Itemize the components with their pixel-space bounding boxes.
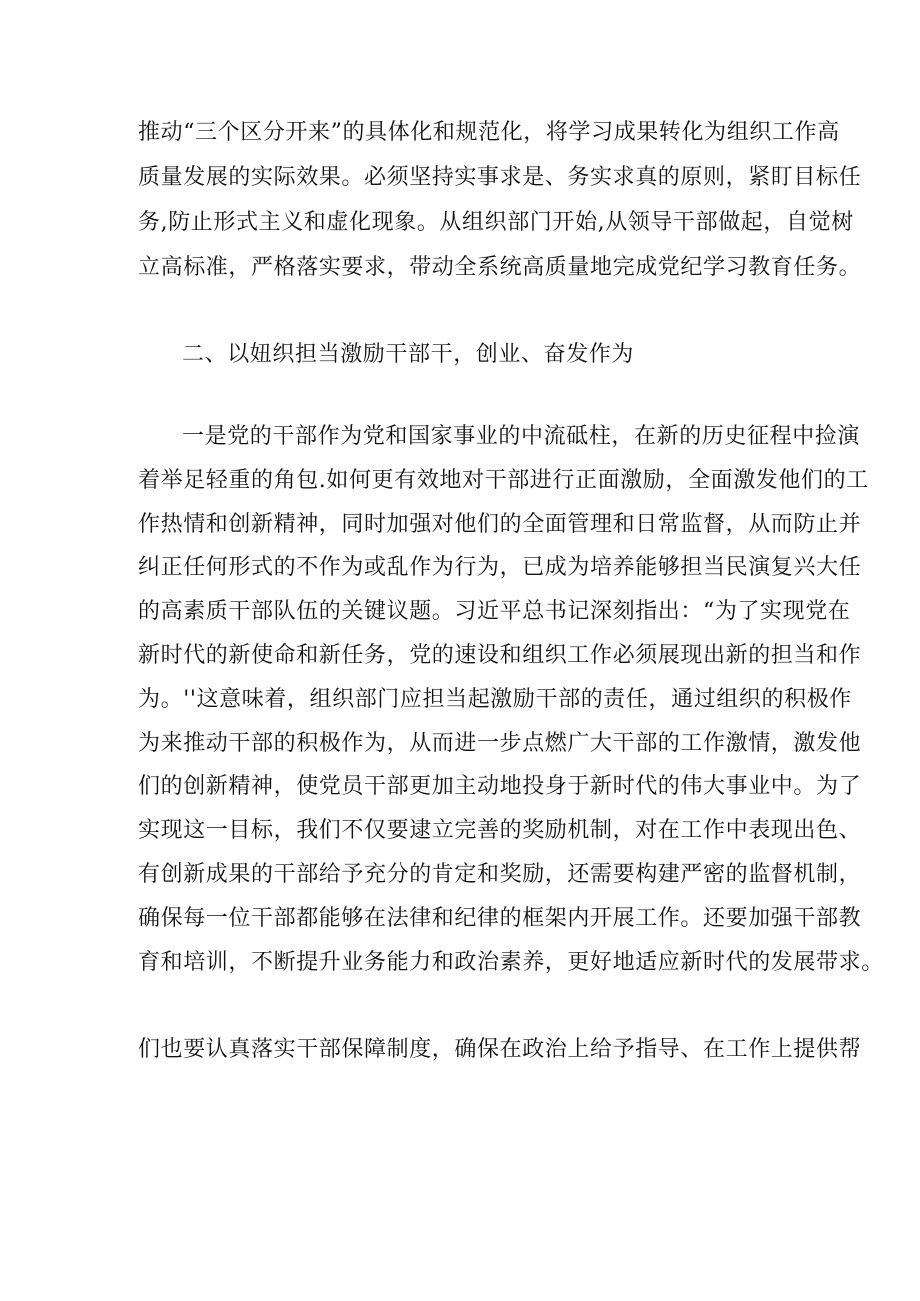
paragraph-2-line: 们的创新精神，使党员干部更加主动地投身于新时代的伟大事业中。为了 — [138, 774, 862, 799]
paragraph-2-line: 的高素质干部队伍的关键议题。习近平总书记深刻指出：“为了实现党在 — [138, 599, 851, 624]
paragraph-2-line: 有创新成果的干部给予充分的肯定和奖励，还需要构建严密的监督机制， — [138, 862, 862, 887]
paragraph-2-line: 为来推动干部的积极作为，从而进一步点燃广大干部的工作激情，激发他 — [138, 731, 862, 756]
paragraph-2-line: 一是党的干部作为党和国家事业的中流砥柱，在新的历史征程中捡演 — [182, 424, 861, 449]
paragraph-2-line: 作热情和创新精神，同时加强对他们的全面管理和日常监督，从而防止并 — [138, 512, 862, 537]
paragraph-2-line: 为。''这意味着，组织部门应担当起激励干部的责任，通过组织的积极作 — [138, 687, 852, 712]
paragraph-2-line: 纠正任何形式的不作为或乱作为行为，已成为培养能够担当民演复兴大任 — [138, 555, 862, 580]
paragraph-2-line: 育和培训，不断提升业务能力和政治素养，更好地适应新时代的发展带求。 — [138, 950, 884, 975]
paragraph-1-line: 立高标准，严格落实要求，带动全系统高质量地完成党纪学习教育任务。 — [138, 255, 862, 280]
paragraph-1-line: 质量发展的实际效果。必须坚持实事求是、务实求真的原则，紧盯目标任 — [138, 165, 862, 190]
paragraph-2-line: 确保每一位干部都能够在法律和纪律的框架内开展工作。还要加强干部教 — [138, 906, 862, 931]
paragraph-2-line: 实现这一目标，我们不仅要逮立完善的奖励机制，对在工作中表现出色、 — [138, 818, 862, 843]
paragraph-3-line: 们也要认真落实干部保障制度，确保在政治上给予指导、在工作上提供帮 — [138, 1037, 862, 1062]
section-heading: 二、以妞织担当激励干部干，创业、奋发作为 — [182, 342, 635, 367]
paragraph-2-line: 新时代的新使命和新任务，党的速设和组织工作必须展现出新的担当和作 — [138, 643, 862, 668]
paragraph-2-line: 着举足轻重的角包.如何更有效地对干部进行正面激励，全面激发他们的工 — [138, 468, 869, 493]
paragraph-1-line: 推动“三个区分开来”的具体化和规范化，将学习成果转化为组织工作高 — [138, 120, 840, 145]
paragraph-1-line: 务,防止形式主义和虚化现象。从组织部门开始,从领导干部做起，自觉树 — [138, 210, 854, 235]
